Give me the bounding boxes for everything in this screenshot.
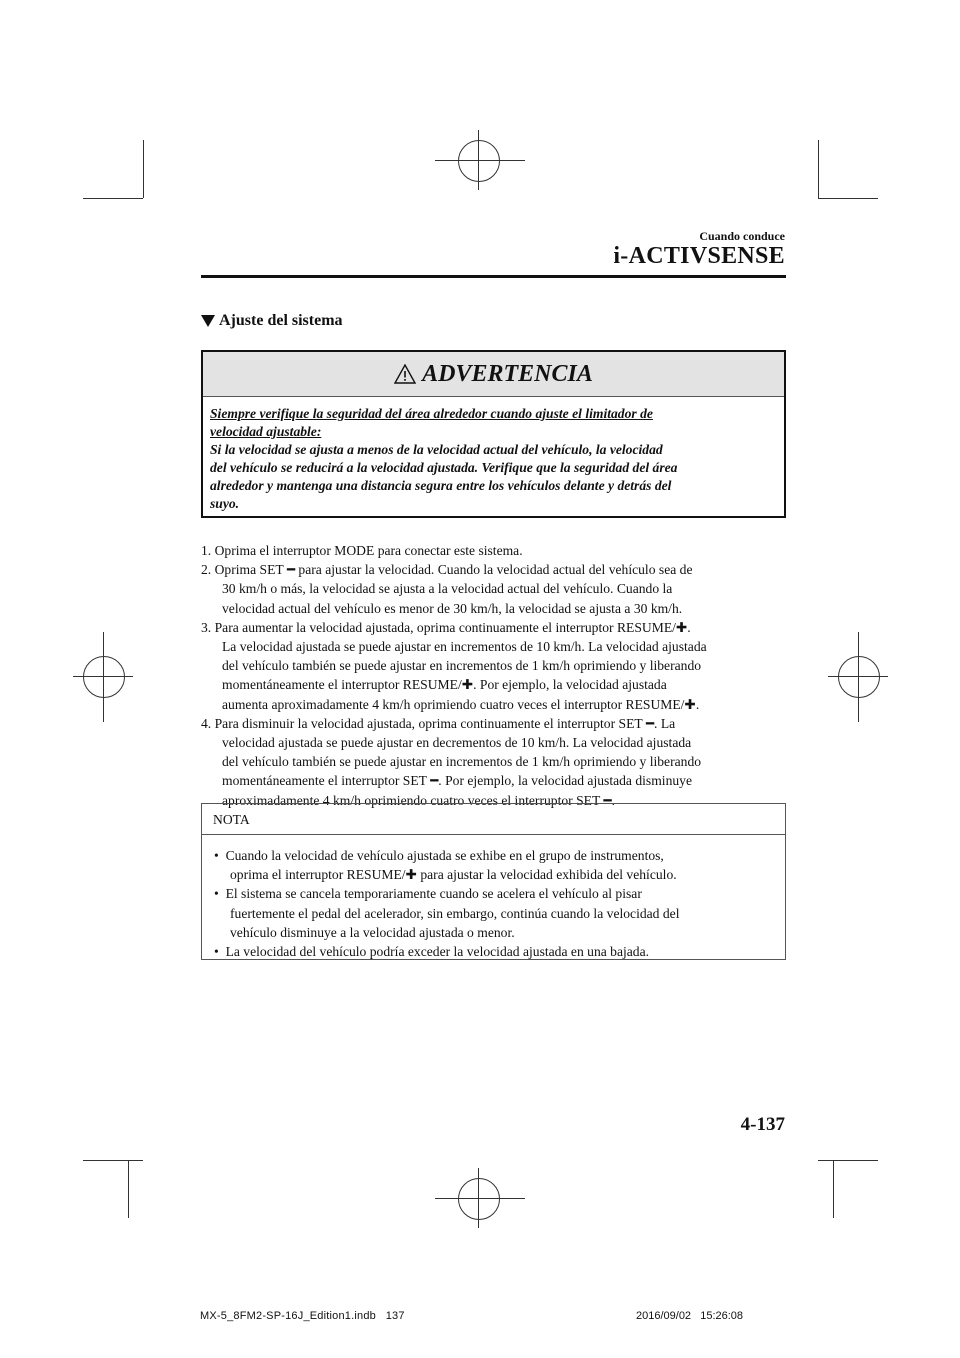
note-line: El sistema se cancela temporariamente cuando se acelera el vehículo al pisar bbox=[225, 886, 642, 902]
note-line: vehículo disminuye a la velocidad ajustada o menor. bbox=[230, 924, 515, 940]
footer-file: MX-5_8FM2-SP-16J_Edition1.indb 137 bbox=[200, 1310, 405, 1322]
page-number: 4-137 bbox=[740, 1114, 785, 1135]
section-heading bbox=[201, 312, 343, 330]
warning-line: suyo. bbox=[210, 496, 240, 511]
step-line: 30 km/h o más, la velocidad se ajusta a la velocidad actual del vehículo. Cuando la bbox=[222, 581, 673, 597]
footer-timestamp: 2016/09/02 15:26:08 bbox=[636, 1310, 744, 1322]
list-item bbox=[201, 618, 791, 637]
header-chapter: i-ACTIVSENSE bbox=[613, 243, 785, 269]
note-title: NOTA bbox=[213, 812, 250, 827]
step-line: del vehículo también se puede ajustar en incrementos de 1 km/h oprimiendo y liberando bbox=[222, 658, 702, 674]
header-section: Cuando conduce bbox=[699, 229, 785, 243]
warning-title: ADVERTENCIA bbox=[422, 360, 593, 387]
warning-triangle-icon bbox=[394, 364, 416, 384]
warning-underlined-line: velocidad ajustable: bbox=[210, 424, 322, 439]
list-item bbox=[214, 846, 784, 865]
step-line: Oprima SET ━ para ajustar la velocidad. Cuando la velocidad actual del vehículo sea de bbox=[214, 562, 693, 578]
step-line: aproximadamente 4 km/h oprimiendo cuatro veces el interruptor SET ━. bbox=[222, 792, 615, 808]
note-line: Cuando la velocidad de vehículo ajustada se exhibe en el grupo de instrumentos, bbox=[225, 848, 664, 863]
note-line: oprima el interruptor RESUME/✚ para ajustar la velocidad exhibida del vehículo. bbox=[230, 867, 677, 883]
step-number: 1. bbox=[201, 543, 212, 558]
note-box bbox=[201, 803, 786, 960]
warning-line: del vehículo se reducirá a la velocidad ajustada. Verifique que la seguridad del área bbox=[210, 460, 678, 475]
step-line: velocidad actual del vehículo es menor de 30 km/h, la velocidad se ajusta a 30 km/h. bbox=[222, 600, 683, 616]
warning-body bbox=[210, 405, 780, 513]
warning-line: alrededor y mantenga una distancia segura entre los vehículos delante y detrás del bbox=[210, 478, 672, 493]
bullet-mark: • bbox=[214, 848, 219, 863]
step-line: Para disminuir la velocidad ajustada, oprima continuamente el interruptor SET ━. La bbox=[214, 715, 676, 731]
warning-line: Si la velocidad se ajusta a menos de la velocidad actual del vehículo, la velocidad bbox=[210, 442, 663, 457]
step-line: del vehículo también se puede ajustar en incrementos de 1 km/h oprimiendo y liberando bbox=[222, 754, 702, 770]
note-line: La velocidad del vehículo podría exceder la velocidad ajustada en una bajada. bbox=[225, 944, 650, 960]
step-line: Para aumentar la velocidad ajustada, oprima continuamente el interruptor RESUME/✚. bbox=[214, 619, 691, 635]
warning-underlined-line: Siempre verifique la seguridad del área alrededor cuando ajuste el limitador de bbox=[210, 406, 653, 421]
bullet-mark: • bbox=[214, 944, 219, 960]
note-line: fuertemente el pedal del acelerador, sin embargo, continúa cuando la velocidad del bbox=[230, 905, 680, 921]
step-line: Oprima el interruptor MODE para conectar este sistema. bbox=[214, 543, 523, 558]
warning-header bbox=[203, 352, 784, 397]
section-title: Ajuste del sistema bbox=[219, 312, 343, 329]
warning-box bbox=[201, 350, 786, 518]
step-line: aumenta aproximadamente 4 km/h oprimiendo cuatro veces el interruptor RESUME/✚. bbox=[222, 696, 700, 712]
note-body bbox=[214, 846, 784, 961]
note-header bbox=[202, 804, 785, 835]
steps-list bbox=[201, 541, 791, 810]
step-line: velocidad ajustada se puede ajustar en decrementos de 10 km/h. La velocidad ajustada bbox=[222, 735, 692, 751]
step-line: momentáneamente el interruptor SET ━. Por ejemplo, la velocidad ajustada disminuye bbox=[222, 773, 692, 789]
header-rule bbox=[201, 275, 786, 278]
step-number: 3. bbox=[201, 619, 212, 635]
step-number: 2. bbox=[201, 562, 212, 578]
list-item bbox=[201, 714, 791, 733]
step-number: 4. bbox=[201, 715, 212, 731]
list-item bbox=[214, 942, 784, 961]
step-line: momentáneamente el interruptor RESUME/✚. Por ejemplo, la velocidad ajustada bbox=[222, 677, 667, 693]
list-item bbox=[201, 560, 791, 579]
list-item bbox=[214, 884, 784, 903]
step-line: La velocidad ajustada se puede ajustar en incrementos de 10 km/h. La velocidad ajustada bbox=[222, 639, 707, 655]
list-item bbox=[201, 541, 791, 560]
bullet-mark: • bbox=[214, 886, 219, 902]
down-triangle-icon bbox=[201, 315, 215, 327]
